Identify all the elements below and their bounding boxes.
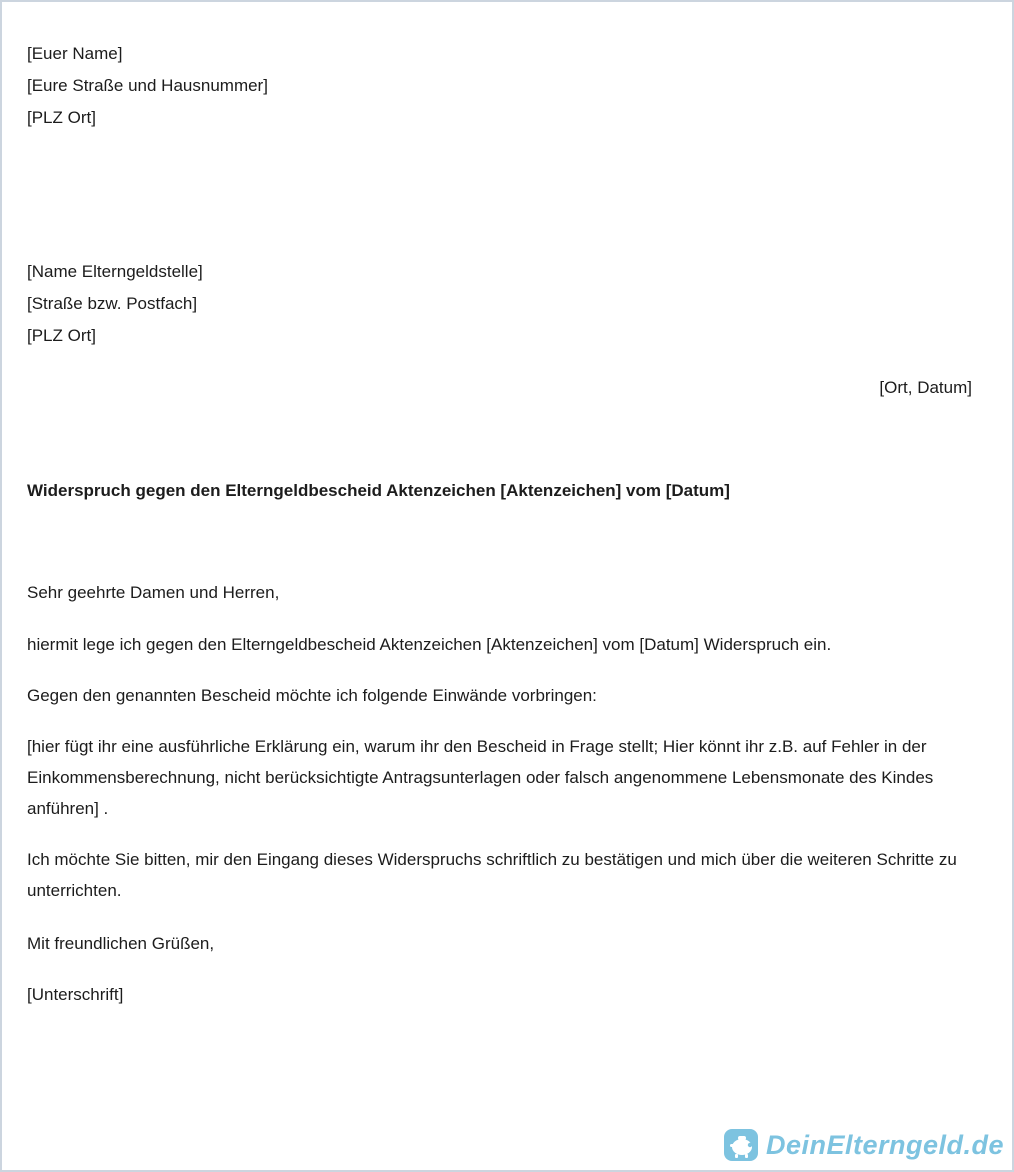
sender-street: [Eure Straße und Hausnummer] [27, 76, 268, 95]
recipient-name: [Name Elterngeldstelle] [27, 262, 203, 281]
body-paragraph-1: hiermit lege ich gegen den Elterngeldbescheid Aktenzeichen [Aktenzeichen] vom [Datum] Widerspruch ein. [27, 635, 832, 654]
deinelterngeld-logo-icon [723, 1128, 759, 1162]
body-paragraph-2: Gegen den genannten Bescheid möchte ich folgende Einwände vorbringen: [27, 686, 597, 705]
body-paragraph-4: Ich möchte Sie bitten, mir den Eingang dieses Widerspruchs schriftlich zu bestätigen und mich über die weiteren Schritte zu unterrichten. [27, 850, 957, 900]
closing-line: Mit freundlichen Grüßen, [27, 934, 215, 953]
sender-name: [Euer Name] [27, 44, 123, 63]
salutation: Sehr geehrte Damen und Herren, [27, 583, 280, 602]
recipient-street: [Straße bzw. Postfach] [27, 294, 198, 313]
deinelterngeld-logo-text: DeinElterngeld.de [765, 1130, 1004, 1160]
subject-line: Widerspruch gegen den Elterngeldbescheid Aktenzeichen [Aktenzeichen] vom [Datum] [27, 481, 730, 500]
recipient-address-block [27, 256, 972, 352]
body-paragraph-3: [hier fügt ihr eine ausführliche Erklärung ein, warum ihr den Bescheid in Frage stellt; Hier könnt ihr z.B. auf Fehler in der Einkommensberechnung, nicht berücksichtigte Antragsunterlagen oder falsch angenommene Lebensmonate des Kindes anführen] . [27, 737, 934, 818]
sender-address-block [27, 38, 972, 134]
letter-content [27, 38, 972, 1010]
recipient-city: [PLZ Ort] [27, 326, 96, 345]
signature-placeholder: [Unterschrift] [27, 985, 124, 1004]
sender-city: [PLZ Ort] [27, 108, 96, 127]
deinelterngeld-watermark [723, 1128, 1004, 1162]
place-date-line: [Ort, Datum] [879, 378, 972, 397]
